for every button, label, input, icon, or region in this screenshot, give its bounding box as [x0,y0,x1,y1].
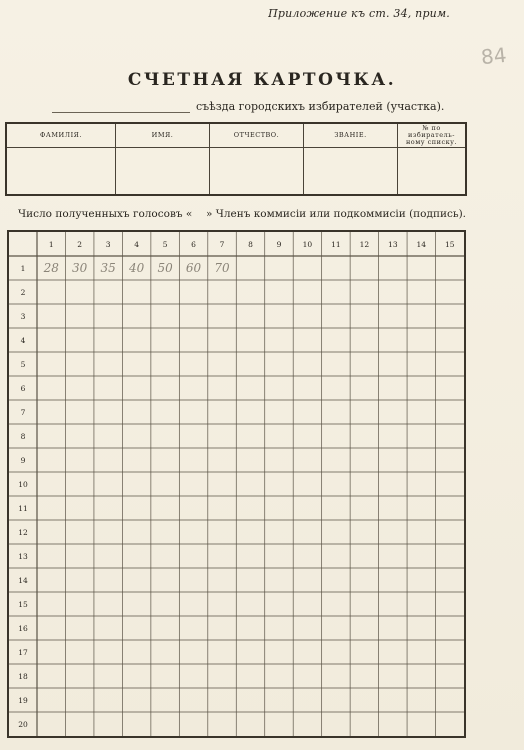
grid-column-number: 3 [105,240,111,249]
grid-column-number: 6 [191,240,196,249]
handwritten-tally: 50 [157,261,173,275]
grid-row-number: 7 [20,408,26,417]
candidate-info-table [5,122,467,196]
grid-column-number: 10 [302,240,313,249]
grid-column-number: 8 [248,240,253,249]
grid-row-number: 13 [18,552,28,561]
grid-column-number: 2 [77,240,83,249]
grid-row-number: 11 [18,504,28,513]
subtitle-blank-line [52,102,190,113]
cell-surname [7,148,116,194]
col-header-rank: ЗВАНІЕ. [304,124,398,148]
appendix-reference: Приложение къ ст. 34, прим. [268,7,450,20]
handwritten-page-number: 84 [479,42,508,70]
grid-column-number: 9 [276,240,282,249]
grid-row-number: 2 [20,288,26,297]
grid-column-number: 11 [331,240,341,249]
grid-column-number: 5 [162,240,168,249]
grid-row-number: 6 [20,384,26,393]
tally-grid [7,230,466,738]
grid-row-number: 9 [20,456,26,465]
grid-row-number: 4 [20,336,26,345]
grid-column-number: 1 [48,240,54,249]
grid-row-number: 1 [20,264,26,273]
commission-signature-label: » Членъ коммисіи или подкоммисіи (подпись). [205,208,466,220]
grid-row-number: 10 [18,480,28,489]
handwritten-tally: 60 [185,261,202,275]
col-header-patronymic: ОТЧЕСТВО. [210,124,304,148]
grid-row-number: 12 [18,528,28,537]
col-header-list-number: № по избиратель-ному списку. [398,124,465,148]
handwritten-tally: 35 [100,261,116,275]
cell-patronymic [210,148,304,194]
grid-row-number: 8 [20,432,26,441]
cell-name [116,148,210,194]
grid-row-number: 20 [18,720,28,729]
col-header-name: ИМЯ. [116,124,210,148]
grid-column-number: 7 [219,240,225,249]
handwritten-tally: 28 [43,261,59,275]
card-subtitle-line [52,100,444,113]
handwritten-tally: 30 [72,261,88,275]
handwritten-tally: 40 [128,261,145,275]
grid-column-number: 13 [388,240,398,249]
grid-row-number: 14 [18,576,28,585]
cell-list-number [398,148,465,194]
votes-signature-line [18,208,466,220]
grid-column-number: 15 [444,240,455,249]
tally-grid-svg [9,232,464,736]
col-header-surname: ФАМИЛІЯ. [7,124,116,148]
votes-received-label: Число полученныхъ голосовъ « [18,208,193,220]
grid-row-number: 5 [20,360,26,369]
handwritten-tally: 70 [214,261,230,275]
card-title: СЧЕТНАЯ КАРТОЧКА. [127,70,397,90]
grid-row-number: 17 [18,648,28,657]
card-subtitle: съѣзда городскихъ избирателей (участка). [196,100,445,113]
grid-column-number: 14 [416,240,427,249]
grid-row-number: 18 [18,672,28,681]
grid-row-number: 16 [18,624,28,633]
grid-row-number: 19 [18,696,28,705]
cell-rank [304,148,398,194]
grid-row-number: 15 [18,600,28,609]
grid-row-number: 3 [20,312,26,321]
grid-column-number: 4 [134,240,140,249]
grid-column-number: 12 [359,240,370,249]
